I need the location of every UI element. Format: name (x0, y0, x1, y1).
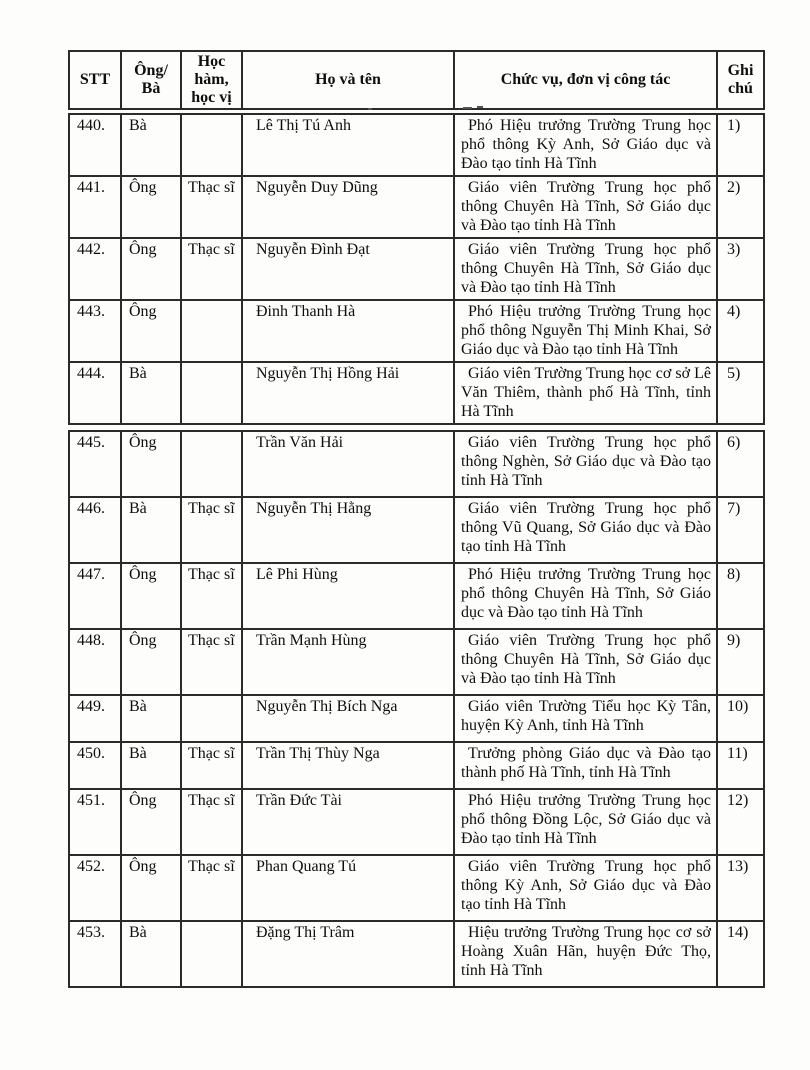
cell-note: 2) (717, 176, 764, 238)
table-row (69, 114, 764, 176)
table-row (69, 497, 764, 563)
table-row (69, 695, 764, 742)
cell-stt: 443. (69, 300, 121, 362)
cell-note: 8) (717, 563, 764, 629)
table-row (69, 176, 764, 238)
cell-stt: 448. (69, 629, 121, 695)
cell-name: Nguyễn Thị Hồng Hải (242, 362, 454, 424)
header-cell-stt: STT (69, 51, 121, 109)
cell-name: Nguyễn Duy Dũng (242, 176, 454, 238)
table-row (69, 921, 764, 987)
cell-honorific: Ông (121, 431, 181, 497)
table-row (69, 742, 764, 789)
cell-honorific: Ông (121, 238, 181, 300)
cell-stt: 445. (69, 431, 121, 497)
header-cell-position: Chức vụ, đơn vị công tác (454, 51, 717, 109)
scan-artifact (477, 106, 483, 108)
cell-degree (181, 114, 242, 176)
cell-position: Giáo viên Trường Trung học phổ thông Vũ Quang, Sở Giáo dục và Đào tạo tỉnh Hà Tĩnh (454, 497, 717, 563)
cell-stt: 444. (69, 362, 121, 424)
cell-name: Nguyễn Đình Đạt (242, 238, 454, 300)
cell-stt: 447. (69, 563, 121, 629)
cell-degree: Thạc sĩ (181, 789, 242, 855)
cell-position: Giáo viên Trường Trung học phổ thông Chuyên Hà Tĩnh, Sở Giáo dục và Đào tạo tỉnh Hà Tĩnh (454, 238, 717, 300)
cell-honorific: Ông (121, 563, 181, 629)
cell-note: 6) (717, 431, 764, 497)
cell-stt: 453. (69, 921, 121, 987)
cell-position: Giáo viên Trường Tiểu học Kỳ Tân, huyện Kỳ Anh, tỉnh Hà Tĩnh (454, 695, 717, 742)
table-row (69, 362, 764, 424)
cell-name: Đặng Thị Trâm (242, 921, 454, 987)
cell-stt: 440. (69, 114, 121, 176)
cell-degree (181, 431, 242, 497)
cell-stt: 452. (69, 855, 121, 921)
cell-honorific: Ông (121, 789, 181, 855)
cell-note: 9) (717, 629, 764, 695)
personnel-table (68, 50, 763, 988)
table-row (69, 629, 764, 695)
table-body-block-1 (68, 113, 765, 425)
cell-honorific: Bà (121, 497, 181, 563)
cell-name: Trần Văn Hải (242, 431, 454, 497)
cell-position: Phó Hiệu trưởng Trường Trung học phổ thông Chuyên Hà Tĩnh, Sở Giáo dục và Đào tạo tỉnh Hà Tĩnh (454, 563, 717, 629)
cell-position: Hiệu trưởng Trường Trung học cơ sở Hoàng Xuân Hãn, huyện Đức Thọ, tỉnh Hà Tĩnh (454, 921, 717, 987)
cell-name: Trần Mạnh Hùng (242, 629, 454, 695)
cell-degree: Thạc sĩ (181, 497, 242, 563)
cell-stt: 442. (69, 238, 121, 300)
cell-position: Phó Hiệu trưởng Trường Trung học phổ thông Đồng Lộc, Sở Giáo dục và Đào tạo tỉnh Hà Tĩnh (454, 789, 717, 855)
scan-artifact (463, 107, 472, 109)
header-row (69, 51, 764, 109)
cell-note: 7) (717, 497, 764, 563)
cell-note: 13) (717, 855, 764, 921)
cell-position: Giáo viên Trường Trung học cơ sở Lê Văn Thiêm, thành phố Hà Tĩnh, tỉnh Hà Tĩnh (454, 362, 717, 424)
cell-stt: 450. (69, 742, 121, 789)
table-row (69, 855, 764, 921)
cell-position: Giáo viên Trường Trung học phổ thông Chuyên Hà Tĩnh, Sở Giáo dục và Đào tạo tỉnh Hà Tĩnh (454, 629, 717, 695)
cell-position: Phó Hiệu trưởng Trường Trung học phổ thông Kỳ Anh, Sở Giáo dục và Đào tạo tỉnh Hà Tĩnh (454, 114, 717, 176)
cell-name: Đinh Thanh Hà (242, 300, 454, 362)
cell-degree: Thạc sĩ (181, 238, 242, 300)
header-cell-degree: Học hàm, học vị (181, 51, 242, 109)
cell-degree (181, 921, 242, 987)
cell-note: 12) (717, 789, 764, 855)
cell-honorific: Bà (121, 362, 181, 424)
header-cell-honorific: Ông/ Bà (121, 51, 181, 109)
table-row (69, 431, 764, 497)
cell-note: 3) (717, 238, 764, 300)
table-body-block-2 (68, 430, 765, 988)
cell-honorific: Ông (121, 300, 181, 362)
cell-position: Giáo viên Trường Trung học phổ thông Kỳ Anh, Sở Giáo dục và Đào tạo tỉnh Hà Tĩnh (454, 855, 717, 921)
header-cell-name: Họ và tên (242, 51, 454, 109)
table-row (69, 300, 764, 362)
cell-name: Lê Thị Tú Anh (242, 114, 454, 176)
cell-honorific: Bà (121, 114, 181, 176)
cell-position: Giáo viên Trường Trung học phổ thông Chuyên Hà Tĩnh, Sở Giáo dục và Đào tạo tỉnh Hà Tĩnh (454, 176, 717, 238)
cell-note: 1) (717, 114, 764, 176)
cell-position: Trưởng phòng Giáo dục và Đào tạo thành phố Hà Tĩnh, tỉnh Hà Tĩnh (454, 742, 717, 789)
cell-name: Trần Đức Tài (242, 789, 454, 855)
cell-name: Phan Quang Tú (242, 855, 454, 921)
cell-degree (181, 695, 242, 742)
cell-stt: 449. (69, 695, 121, 742)
cell-name: Nguyễn Thị Hằng (242, 497, 454, 563)
cell-note: 4) (717, 300, 764, 362)
cell-honorific: Ông (121, 855, 181, 921)
cell-note: 14) (717, 921, 764, 987)
cell-stt: 451. (69, 789, 121, 855)
cell-honorific: Bà (121, 742, 181, 789)
cell-note: 11) (717, 742, 764, 789)
cell-position: Phó Hiệu trưởng Trường Trung học phổ thông Nguyễn Thị Minh Khai, Sở Giáo dục và Đào tạo tỉnh Hà Tĩnh (454, 300, 717, 362)
cell-degree: Thạc sĩ (181, 563, 242, 629)
scan-artifact (368, 108, 372, 110)
cell-degree: Thạc sĩ (181, 629, 242, 695)
table-row (69, 789, 764, 855)
cell-honorific: Ông (121, 629, 181, 695)
cell-note: 10) (717, 695, 764, 742)
cell-stt: 446. (69, 497, 121, 563)
cell-name: Nguyễn Thị Bích Nga (242, 695, 454, 742)
cell-stt: 441. (69, 176, 121, 238)
cell-note: 5) (717, 362, 764, 424)
cell-name: Trần Thị Thùy Nga (242, 742, 454, 789)
cell-name: Lê Phi Hùng (242, 563, 454, 629)
table-row (69, 238, 764, 300)
cell-degree (181, 362, 242, 424)
cell-honorific: Ông (121, 176, 181, 238)
cell-honorific: Bà (121, 695, 181, 742)
cell-position: Giáo viên Trường Trung học phổ thông Nghèn, Sở Giáo dục và Đào tạo tỉnh Hà Tĩnh (454, 431, 717, 497)
table-header (68, 50, 765, 110)
cell-degree (181, 300, 242, 362)
cell-degree: Thạc sĩ (181, 176, 242, 238)
cell-honorific: Bà (121, 921, 181, 987)
cell-degree: Thạc sĩ (181, 742, 242, 789)
header-cell-note: Ghi chú (717, 51, 764, 109)
cell-degree: Thạc sĩ (181, 855, 242, 921)
table-row (69, 563, 764, 629)
